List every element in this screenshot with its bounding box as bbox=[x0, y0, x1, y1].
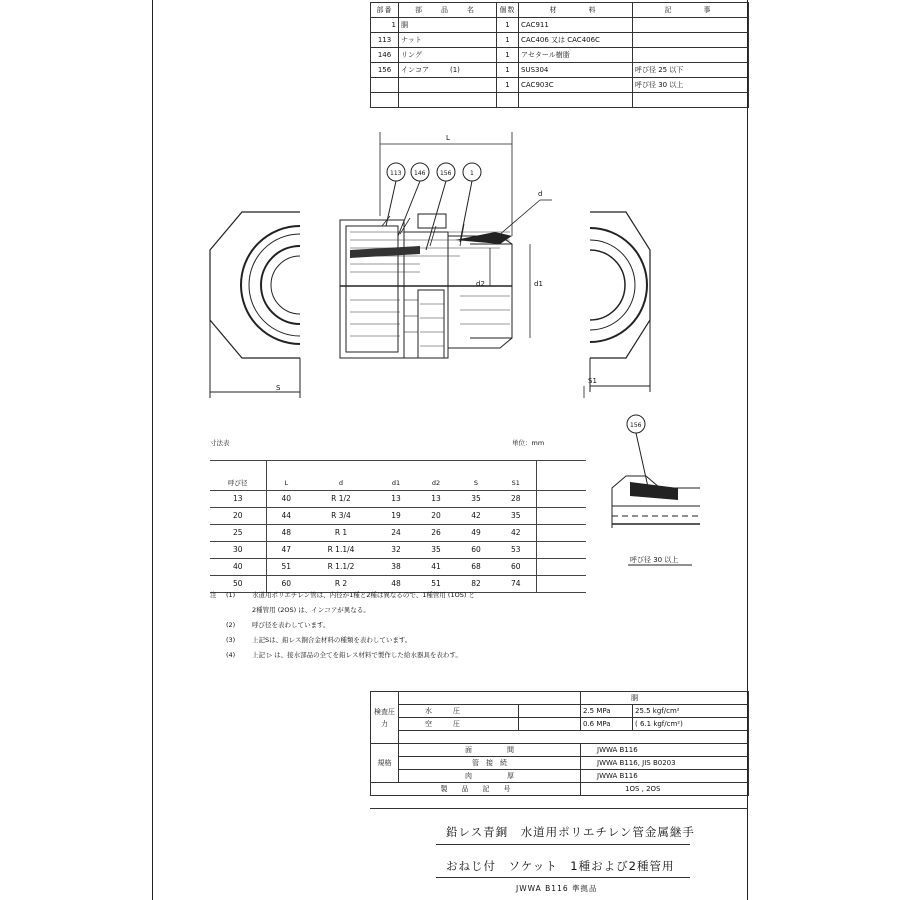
air-pressure-value: 0.6 MPa bbox=[581, 718, 633, 731]
note-row bbox=[210, 603, 475, 618]
dims-cell: 35 bbox=[496, 508, 536, 525]
note-num: (2) bbox=[226, 621, 236, 629]
dims-cell: 68 bbox=[456, 559, 496, 576]
table-row bbox=[371, 770, 749, 783]
balloon-146: 146 bbox=[414, 170, 426, 177]
table-row bbox=[210, 525, 586, 542]
dims-cell: 47 bbox=[266, 542, 306, 559]
left-end-view bbox=[210, 212, 300, 398]
dims-table bbox=[210, 460, 586, 593]
dims-cell: 51 bbox=[416, 576, 456, 593]
dims-cell-blank bbox=[536, 576, 586, 593]
section-view bbox=[340, 214, 512, 358]
table-row bbox=[210, 559, 586, 576]
dim-label-S1: S1 bbox=[588, 377, 597, 385]
header-part-name: 部 品 名 bbox=[399, 3, 497, 18]
part-no: 1 bbox=[371, 18, 399, 33]
header-material: 材 料 bbox=[519, 3, 633, 18]
table-row bbox=[210, 542, 586, 559]
dims-cell-blank bbox=[536, 525, 586, 542]
dims-cell: 41 bbox=[416, 559, 456, 576]
dims-cell: 60 bbox=[496, 559, 536, 576]
note-row bbox=[210, 618, 475, 633]
note-text: 2種管用 (2OS) は、インコアが異なる。 bbox=[252, 606, 370, 614]
dims-header: S1 bbox=[496, 461, 536, 491]
note-text: 上記 ▷ は、接水部品の全てを鉛レス材料で製作した給水器具を表わす。 bbox=[252, 651, 462, 659]
title-line-1: 鉛レス青銅 水道用ポリエチレン管金属継手 bbox=[446, 825, 695, 839]
std-item: 面 間 bbox=[399, 744, 581, 757]
dims-cell: 26 bbox=[416, 525, 456, 542]
dims-cell: 53 bbox=[496, 542, 536, 559]
title-line-1-underline bbox=[436, 844, 690, 845]
note-row bbox=[210, 588, 475, 603]
std-item: 管 接 続 bbox=[399, 757, 581, 770]
dims-cell: R 1.1/4 bbox=[306, 542, 376, 559]
water-pressure-kgf: 25.5 kgf/cm² bbox=[633, 705, 749, 718]
table-row bbox=[371, 783, 749, 796]
header-part-no: 部番 bbox=[371, 3, 399, 18]
part-remarks: 呼び径 30 以上 bbox=[633, 78, 749, 93]
detail-balloon-156: 156 bbox=[630, 422, 642, 429]
air-pressure-label: 空 圧 bbox=[399, 718, 519, 731]
test-head-body: 胴 bbox=[581, 692, 749, 705]
note-num: (1) bbox=[226, 591, 236, 599]
part-name: インコア (1) bbox=[399, 63, 497, 78]
dims-cell: R 2 bbox=[306, 576, 376, 593]
part-qty: 1 bbox=[497, 48, 519, 63]
right-end-view bbox=[590, 212, 650, 392]
part-material: CAC911 bbox=[519, 18, 633, 33]
table-row bbox=[371, 731, 749, 744]
table-row bbox=[371, 744, 749, 757]
dims-cell: 50 bbox=[210, 576, 266, 593]
dims-cell: R 1.1/2 bbox=[306, 559, 376, 576]
std-value: JWWA B116 bbox=[581, 744, 749, 757]
dims-cell: 60 bbox=[456, 542, 496, 559]
dims-cell-blank bbox=[536, 491, 586, 508]
dim-label-d2: d2 bbox=[476, 280, 485, 288]
notes-block bbox=[210, 588, 475, 663]
part-no: 146 bbox=[371, 48, 399, 63]
dims-cell: 19 bbox=[376, 508, 416, 525]
note-text: 呼び径を表わしています。 bbox=[252, 621, 330, 629]
air-pressure-kgf: ( 6.1 kgf/cm²) bbox=[633, 718, 749, 731]
title-line-2: おねじ付 ソケット 1種および2種管用 bbox=[446, 859, 675, 873]
table-row bbox=[210, 508, 586, 525]
dims-cell: 49 bbox=[456, 525, 496, 542]
dims-cell: 48 bbox=[266, 525, 306, 542]
product-code-label: 製 品 記 号 bbox=[371, 783, 581, 796]
note-text: 水道用ポリエチレン管は、内径が1種と2種は異なるので、1種管用 (1OS) と bbox=[252, 591, 475, 599]
product-code-value: 1OS , 2OS bbox=[581, 783, 749, 796]
dims-header: S bbox=[456, 461, 496, 491]
dims-cell: 74 bbox=[496, 576, 536, 593]
dims-cell: 82 bbox=[456, 576, 496, 593]
dim-label-S: S bbox=[276, 384, 281, 392]
dims-cell: 13 bbox=[376, 491, 416, 508]
balloon-113: 113 bbox=[390, 170, 402, 177]
table-row bbox=[371, 692, 749, 705]
note-row bbox=[210, 648, 475, 663]
dims-cell-blank bbox=[536, 559, 586, 576]
table-row bbox=[210, 491, 586, 508]
dims-cell: 13 bbox=[416, 491, 456, 508]
test-pressure-label: 検査圧力 bbox=[371, 692, 399, 744]
standard-compliance: JWWA B116 準拠品 bbox=[516, 884, 598, 893]
dims-cell: 38 bbox=[376, 559, 416, 576]
dims-cell: 20 bbox=[416, 508, 456, 525]
dims-table-unit: 単位：mm bbox=[512, 439, 545, 447]
dim-label-d: d bbox=[538, 190, 543, 198]
dims-cell: 44 bbox=[266, 508, 306, 525]
dims-header: d2 bbox=[416, 461, 456, 491]
std-value: JWWA B116 bbox=[581, 770, 749, 783]
part-qty: 1 bbox=[497, 33, 519, 48]
standards-label: 規格 bbox=[371, 744, 399, 783]
dim-label-d1: d1 bbox=[534, 280, 543, 288]
part-remarks: 呼び径 25 以下 bbox=[633, 63, 749, 78]
water-pressure-label: 水 圧 bbox=[399, 705, 519, 718]
std-item: 肉 厚 bbox=[399, 770, 581, 783]
dims-cell: R 1/2 bbox=[306, 491, 376, 508]
table-row bbox=[371, 718, 749, 731]
dims-cell: 40 bbox=[266, 491, 306, 508]
part-qty: 1 bbox=[497, 63, 519, 78]
dims-header: d bbox=[306, 461, 376, 491]
table-row bbox=[371, 705, 749, 718]
dims-cell: R 3/4 bbox=[306, 508, 376, 525]
dims-header: 呼び径 bbox=[210, 461, 266, 491]
balloon-156: 156 bbox=[440, 170, 452, 177]
dims-header: d1 bbox=[376, 461, 416, 491]
part-no: 113 bbox=[371, 33, 399, 48]
dims-header: L bbox=[266, 461, 306, 491]
dims-cell: 40 bbox=[210, 559, 266, 576]
dims-cell: 60 bbox=[266, 576, 306, 593]
part-material: CAC406 又は CAC406C bbox=[519, 33, 633, 48]
part-qty: 1 bbox=[497, 78, 519, 93]
note-num bbox=[210, 603, 252, 618]
header-remarks: 記 事 bbox=[633, 3, 749, 18]
notes-label: 注 bbox=[210, 591, 217, 599]
dims-cell-blank bbox=[536, 542, 586, 559]
part-no: 156 bbox=[371, 63, 399, 78]
dims-cell: 13 bbox=[210, 491, 266, 508]
dims-cell: 20 bbox=[210, 508, 266, 525]
water-pressure-value: 2.5 MPa bbox=[581, 705, 633, 718]
header-qty: 個数 bbox=[497, 3, 519, 18]
part-name: 胴 bbox=[399, 18, 497, 33]
part-material: SUS304 bbox=[519, 63, 633, 78]
dims-cell: 30 bbox=[210, 542, 266, 559]
note-num: (3) bbox=[226, 636, 236, 644]
dims-cell: 24 bbox=[376, 525, 416, 542]
detail-view bbox=[612, 415, 700, 528]
dims-cell: 25 bbox=[210, 525, 266, 542]
test-head-blank bbox=[399, 692, 581, 705]
note-num: (4) bbox=[226, 651, 236, 659]
note-row bbox=[210, 633, 475, 648]
part-material: CAC903C bbox=[519, 78, 633, 93]
detail-caption: 呼び径 30 以上 bbox=[630, 556, 679, 564]
dims-cell: 32 bbox=[376, 542, 416, 559]
dims-cell: 35 bbox=[456, 491, 496, 508]
dims-header-blank bbox=[536, 461, 586, 491]
part-name: ナット bbox=[399, 33, 497, 48]
title-line-2-underline bbox=[436, 877, 690, 878]
part-material: アセタール樹脂 bbox=[519, 48, 633, 63]
part-name: リング bbox=[399, 48, 497, 63]
dims-cell-blank bbox=[536, 508, 586, 525]
test-standards-table bbox=[370, 691, 749, 796]
dims-cell: R 1 bbox=[306, 525, 376, 542]
dims-cell: 42 bbox=[496, 525, 536, 542]
note-text: 上記Sは、鉛レス銅合金材料の種類を表わしています。 bbox=[252, 636, 412, 644]
dims-cell: 51 bbox=[266, 559, 306, 576]
dims-cell: 28 bbox=[496, 491, 536, 508]
dims-cell: 35 bbox=[416, 542, 456, 559]
std-value: JWWA B116, JIS B0203 bbox=[581, 757, 749, 770]
dims-header-row bbox=[210, 461, 586, 491]
part-qty: 1 bbox=[497, 18, 519, 33]
dim-label-L: L bbox=[446, 134, 450, 142]
dims-table-caption: 寸法表 bbox=[210, 439, 230, 447]
table-row bbox=[371, 757, 749, 770]
dims-cell: 42 bbox=[456, 508, 496, 525]
balloon-1: 1 bbox=[470, 170, 474, 177]
dims-cell: 48 bbox=[376, 576, 416, 593]
